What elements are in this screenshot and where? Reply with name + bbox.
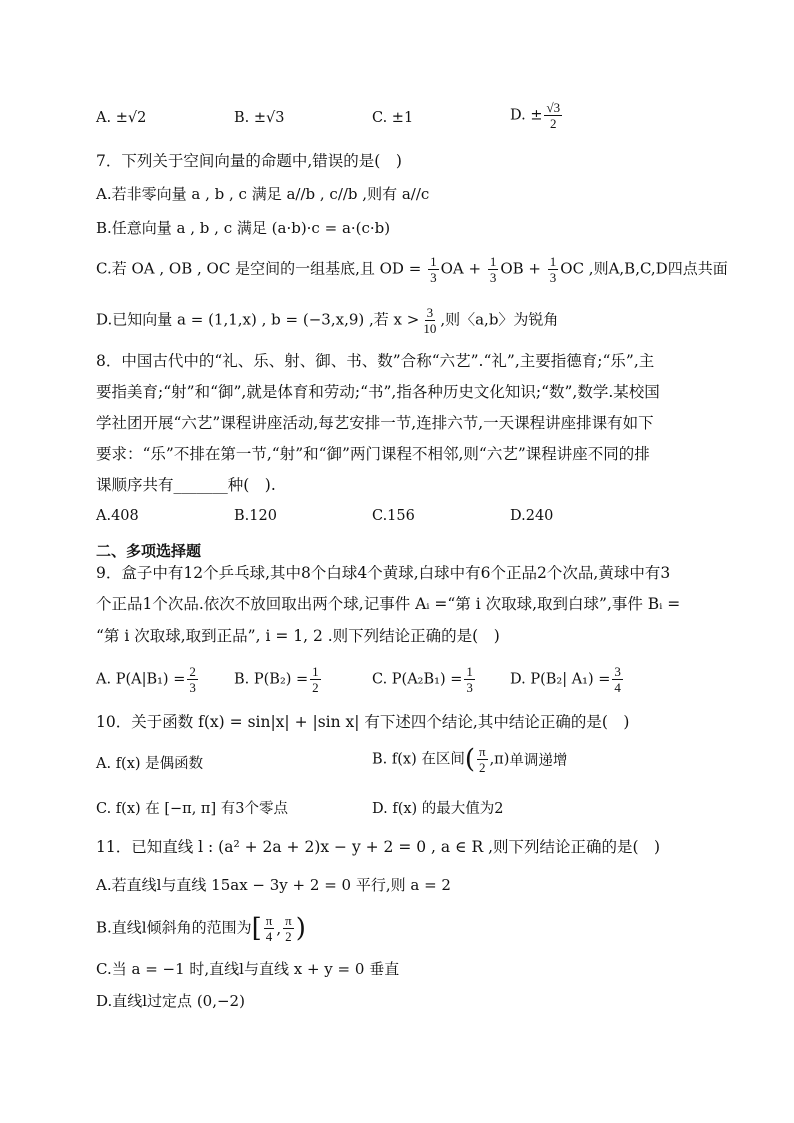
- q10-option-b: [372, 744, 567, 775]
- q9-option-a: [96, 664, 200, 695]
- interval-open-paren: (: [464, 744, 475, 775]
- q7-option-a: A.若非零向量 a , b , c 满足 a//b , c//b ,则有 a//c: [96, 185, 430, 203]
- q11-option-b-prefix: B.直线l倾斜角的范围为: [96, 918, 252, 937]
- fraction-numerator: 3: [614, 664, 621, 679]
- q9-option-d: [510, 664, 625, 695]
- q9-option-c: [372, 664, 477, 695]
- q7-option-d-suffix: ,则〈a,b〉为锐角: [440, 310, 559, 329]
- q7-c-fraction-2: [488, 254, 499, 285]
- q7-option-c-term-2: OB +: [500, 259, 541, 278]
- q10-option-b-suffix: 单调递增: [509, 753, 568, 769]
- fraction-denominator: 3: [430, 270, 437, 285]
- q8-option-a: A.408: [96, 508, 139, 524]
- q10-option-c: C. f(x) 在 [−π, π] 有3个零点: [96, 801, 288, 817]
- q9-a-fraction: [187, 664, 198, 695]
- q6-option-d-prefix: D. ±: [510, 107, 543, 124]
- q9-option-b-prefix: B. P(B₂) =: [234, 671, 309, 688]
- q7-option-d-prefix: D.已知向量 a = (1,1,x) , b = (−3,x,9) ,若 x >: [96, 310, 420, 329]
- fraction-denominator: 3: [189, 680, 196, 695]
- q6-option-a: A. ±√2: [96, 110, 147, 126]
- q9-option-a-prefix: A. P(A|B₁) =: [96, 671, 186, 688]
- q6-option-c: C. ±1: [372, 110, 414, 126]
- fraction-numerator: 1: [312, 664, 319, 679]
- q7-c-fraction-3: [548, 254, 559, 285]
- q6-option-d-fraction: [544, 100, 562, 131]
- fraction-denominator: 4: [614, 680, 621, 695]
- q11-option-d: D.直线l过定点 (0,−2): [96, 992, 245, 1010]
- fraction-denominator: 2: [479, 760, 486, 775]
- q8-line-5: 课顺序共有_______种( ).: [96, 476, 276, 494]
- q8-option-b: B.120: [234, 508, 277, 524]
- q8-option-c: C.156: [372, 508, 415, 524]
- q10-b-fraction: [477, 744, 488, 775]
- q9-line-2: 个正品1个次品.依次不放回取出两个球,记事件 Aᵢ =“第 i 次取球,取到白球”,事件 Bᵢ =: [96, 595, 681, 613]
- fraction-denominator: 4: [265, 929, 273, 944]
- section-2-title: 二、多项选择题: [96, 542, 202, 560]
- q7-option-b: B.任意向量 a , b , c 满足 (a·b)·c = a·(c·b): [96, 219, 391, 237]
- q6-option-d: [510, 100, 564, 131]
- q10-option-a: A. f(x) 是偶函数: [96, 756, 204, 772]
- q9-d-fraction: [612, 664, 623, 695]
- q8-line-2: 要指美育;“射”和“御”,就是体育和劳动;“书”,指各种历史文化知识;“数”,数学.某校国: [96, 383, 660, 401]
- fraction-numerator: 1: [466, 664, 473, 679]
- fraction-numerator: 1: [430, 254, 437, 269]
- q9-c-fraction: [464, 664, 475, 695]
- q11-b-fraction-2: [283, 913, 294, 944]
- fraction-denominator: 3: [466, 680, 473, 695]
- fraction-numerator: 1: [549, 254, 557, 269]
- q11-option-c: C.当 a = −1 时,直线l与直线 x + y = 0 垂直: [96, 960, 400, 978]
- q8-option-d: D.240: [510, 508, 554, 524]
- q7-option-c-prefix: C.若 OA , OB , OC 是空间的一组基底,且 OD =: [96, 259, 422, 278]
- q11-option-a: A.若直线l与直线 15ax − 3y + 2 = 0 平行,则 a = 2: [96, 876, 451, 894]
- q7-option-c: [96, 254, 728, 285]
- q7-d-fraction: [421, 305, 438, 336]
- q10-option-d: D. f(x) 的最大值为2: [372, 801, 504, 817]
- q8-line-4: 要求：“乐”不排在第一节,“射”和“御”两门课程不相邻,则“六艺”课程讲座不同的排: [96, 445, 650, 463]
- fraction-denominator: 2: [312, 680, 319, 695]
- q7-option-c-term-1: OA +: [440, 259, 482, 278]
- q9-b-fraction: [310, 664, 321, 695]
- q9-line-1: 9．盒子中有12个乒乓球,其中8个白球4个黄球,白球中有6个正品2个次品,黄球中有3: [96, 564, 671, 582]
- q8-line-1: 8．中国古代中的“礼、乐、射、御、书、数”合称“六艺”.“礼”,主要指德育;“乐”,主: [96, 352, 655, 370]
- q6-option-b: B. ±√3: [234, 110, 285, 126]
- interval-separator: ,: [276, 919, 282, 938]
- fraction-numerator: π: [265, 913, 273, 928]
- fraction-numerator: 3: [426, 305, 434, 320]
- q7-option-d: [96, 305, 558, 336]
- q9-option-c-prefix: C. P(A₂B₁) =: [372, 671, 463, 688]
- q11-stem: 11．已知直线 l : (a² + 2a + 2)x − y + 2 = 0 , a ∈ R ,则下列结论正确的是( ): [96, 838, 661, 856]
- fraction-denominator: 2: [285, 929, 292, 944]
- fraction-numerator: π: [479, 744, 486, 759]
- q9-option-b: [234, 664, 323, 695]
- fraction-numerator: 1: [489, 254, 497, 269]
- q7-c-fraction-1: [428, 254, 439, 285]
- fraction-denominator: 10: [423, 321, 437, 336]
- q11-option-b: [96, 913, 306, 944]
- q11-b-fraction-1: [264, 913, 275, 944]
- fraction-denominator: 3: [549, 270, 557, 285]
- fraction-numerator: 2: [189, 664, 196, 679]
- fraction-numerator: √3: [546, 100, 561, 115]
- q10-stem: 10．关于函数 f(x) = sin|x| + |sin x| 有下述四个结论,其中结论正确的是( ): [96, 713, 630, 731]
- q10-option-b-prefix: B. f(x) 在区间: [372, 751, 465, 768]
- interval-close-paren: ): [295, 913, 306, 944]
- fraction-numerator: π: [285, 913, 292, 928]
- q7-option-c-term-3: OC ,则A,B,C,D四点共面: [560, 259, 728, 278]
- q7-stem: 7．下列关于空间向量的命题中,错误的是( ): [96, 152, 402, 170]
- q9-line-3: “第 i 次取球,取到正品”, i = 1, 2 .则下列结论正确的是( ): [96, 627, 500, 645]
- fraction-denominator: 3: [489, 270, 497, 285]
- q9-option-d-prefix: D. P(B₂| A₁) =: [510, 671, 611, 688]
- fraction-denominator: 2: [550, 116, 557, 131]
- interval-rest: ,π): [489, 751, 510, 768]
- q8-line-3: 学社团开展“六艺”课程讲座活动,每艺安排一节,连排六节,一天课程讲座排课有如下: [96, 414, 654, 432]
- interval-open-bracket: [: [251, 913, 262, 944]
